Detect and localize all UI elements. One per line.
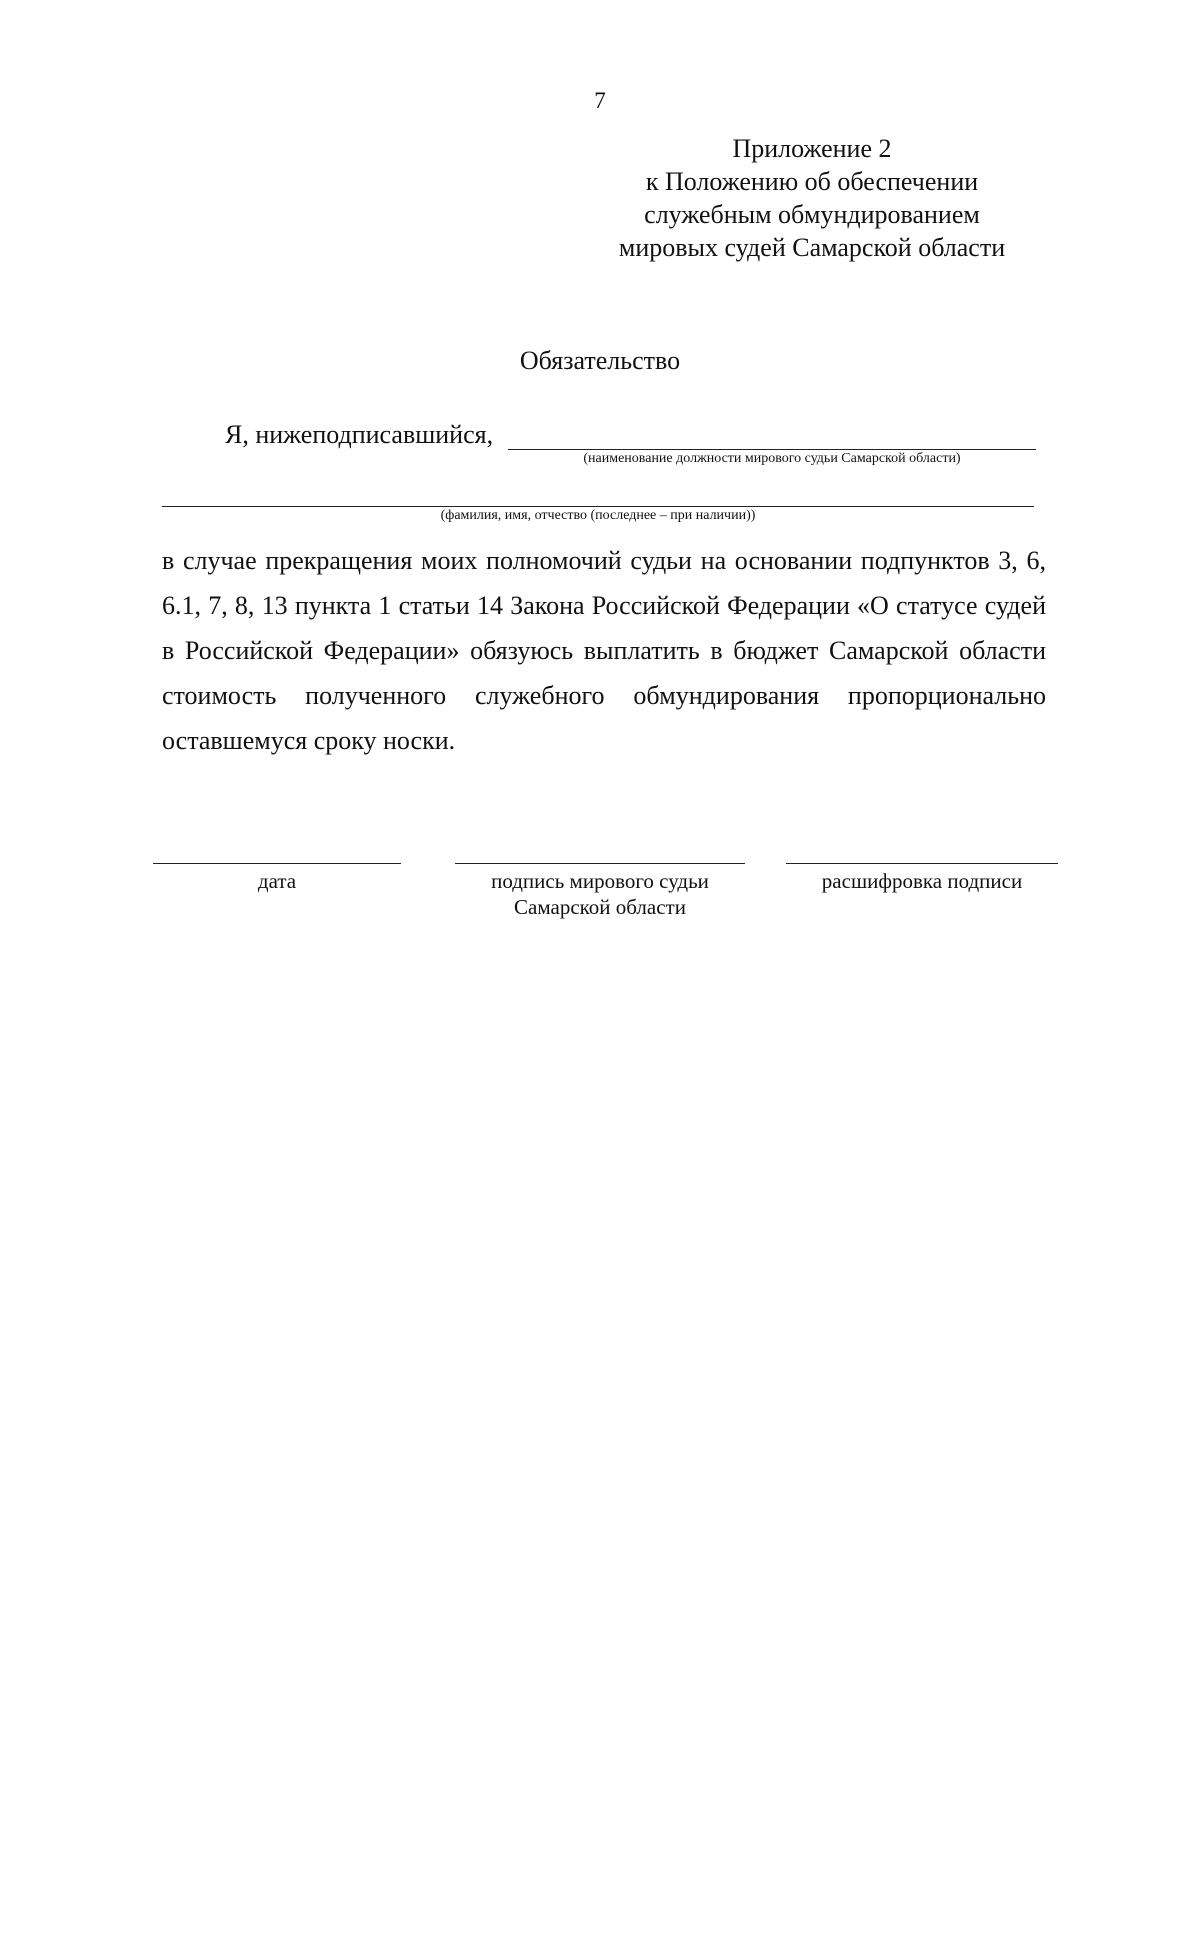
full-name-hint: (фамилия, имя, отчество (последнее – при наличии)) (440, 508, 756, 523)
date-label: дата (257, 869, 297, 893)
signature-decode-fill-line[interactable] (786, 863, 1058, 864)
obligation-body-text: в случае прекращения моих полномочий судьи на основании подпунктов 3, 6, 6.1, 7, 8, 13 пункта 1 статьи 14 Закона Российской Федерации «О статусе судей в Российской Федерации» обязуюсь выплатить в бюджет Самарской области стоимость полученного служебного обмундирования пропорционально оставшемуся сроку носки. (162, 546, 1046, 755)
intro-label: Я, нижеподписавшийся, (225, 420, 494, 449)
appendix-line: служебным обмундированием (644, 200, 980, 229)
signature-label (430, 868, 770, 920)
full-name-fill-line[interactable] (162, 506, 1034, 507)
appendix-line: мировых судей Самарской области (618, 233, 1006, 262)
document-title: Обязательство (519, 346, 681, 375)
signature-label-line: Самарской области (514, 895, 686, 919)
appendix-heading (612, 132, 1012, 264)
position-hint: (наименование должности мирового судьи Самарской области) (583, 451, 961, 466)
signature-fill-line[interactable] (455, 863, 745, 864)
appendix-line: Приложение 2 (732, 134, 892, 163)
appendix-line: к Положению об обеспечении (645, 167, 979, 196)
signature-decode-label: расшифровка подписи (821, 869, 1023, 893)
position-fill-line[interactable] (508, 449, 1036, 450)
page-number: 7 (594, 88, 606, 113)
date-fill-line[interactable] (153, 863, 401, 864)
signature-label-line: подпись мирового судьи (491, 869, 709, 893)
